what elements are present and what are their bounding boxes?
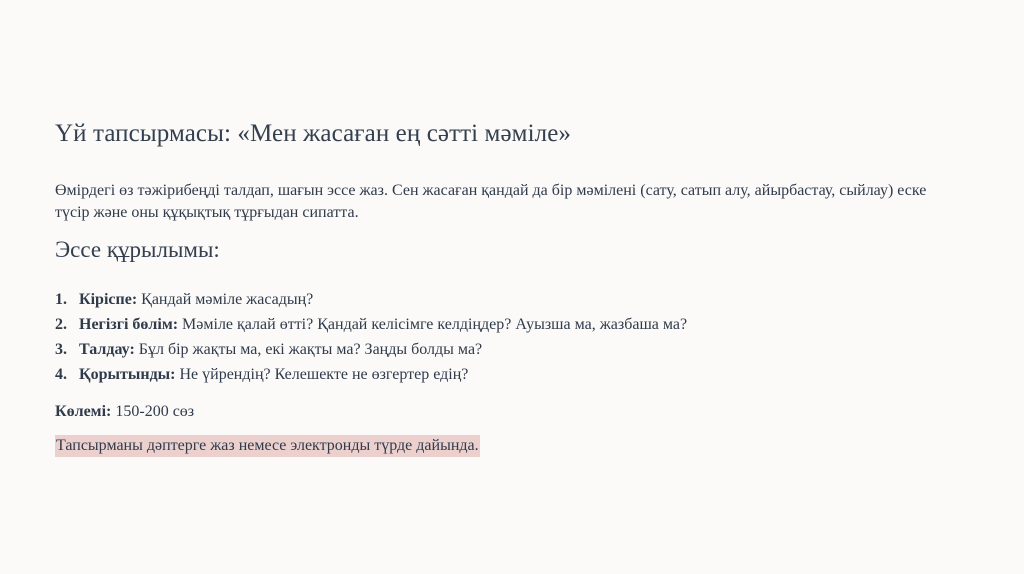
- essay-structure-list: [55, 287, 687, 387]
- structure-heading: Эссе құрылымы:: [55, 237, 220, 262]
- highlighted-note: Тапсырманы дәптерге жаз немесе электронды түрде дайында.: [55, 435, 480, 457]
- volume-label: Көлемі:: [55, 403, 112, 420]
- list-item-text: Не үйрендің? Келешекте не өзгертер едің?: [175, 366, 469, 383]
- list-item-text: Қандай мәміле жасадың?: [137, 291, 314, 308]
- list-item-label: Қорытынды:: [79, 366, 176, 383]
- list-item-number: 1.: [55, 291, 67, 308]
- list-item: [55, 287, 687, 312]
- list-item-label: Талдау:: [79, 341, 135, 358]
- list-item-number: 2.: [55, 316, 67, 333]
- list-item-label: Кіріспе:: [79, 291, 138, 308]
- volume-value: 150-200 сөз: [111, 403, 195, 420]
- page-title: Үй тапсырмасы: «Мен жасаған ең сәтті мәміле»: [55, 120, 571, 147]
- list-item-text: Бұл бір жақты ма, екі жақты ма? Заңды болды ма?: [134, 341, 483, 358]
- list-item: [55, 337, 687, 362]
- volume-line: [55, 401, 194, 423]
- list-item-number: 3.: [55, 341, 67, 358]
- list-item: [55, 312, 687, 337]
- list-item: [55, 362, 687, 387]
- intro-paragraph: Өмірдегі өз тәжірибеңді талдап, шағын эссе жаз. Сен жасаған қандай да бір мәмілені (сату, сатып алу, айырбастау, сыйлау) еске түсір және оны құқықтық тұрғыдан сипатта.: [55, 182, 927, 221]
- list-item-label: Негізгі бөлім:: [79, 316, 179, 333]
- list-item-number: 4.: [55, 366, 67, 383]
- list-item-text: Мәміле қалай өтті? Қандай келісімге келдіңдер? Ауызша ма, жазбаша ма?: [178, 316, 688, 333]
